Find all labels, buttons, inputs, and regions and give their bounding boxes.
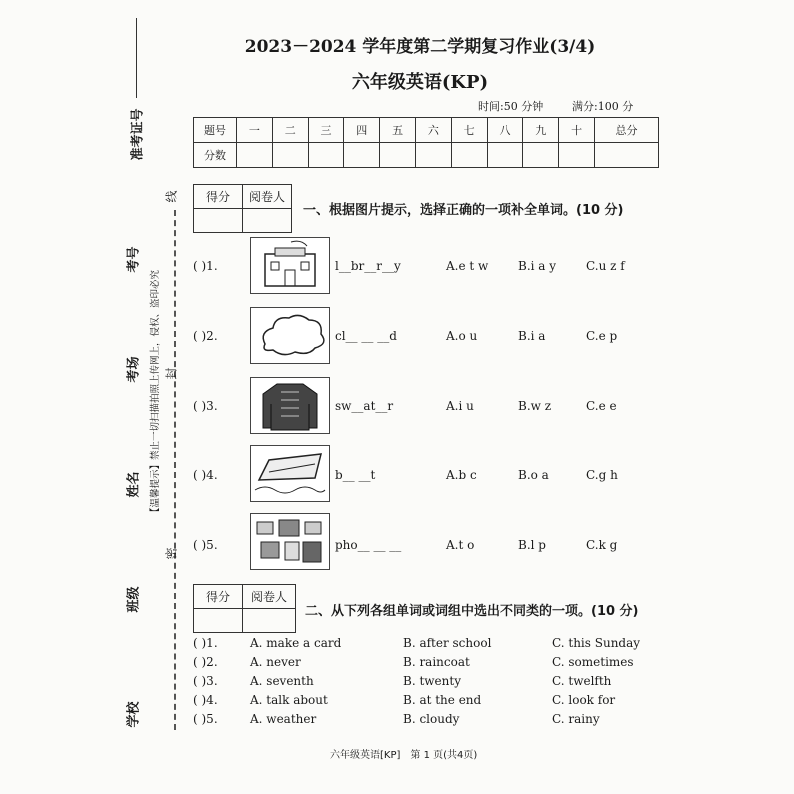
score-col: 三 [308, 118, 344, 143]
sweater-picture [250, 377, 330, 434]
s1-q2-option-b[interactable]: B.i a [518, 329, 546, 343]
s1-q3-option-a[interactable]: A.i u [446, 399, 474, 413]
s1-q5-option-c[interactable]: C.k g [586, 538, 618, 552]
s1-q4-option-a[interactable]: A.b c [446, 468, 477, 482]
score-cell[interactable] [237, 143, 273, 168]
seat-number-label: 考号 [126, 246, 142, 273]
s1-q3-num: ( )3. [193, 399, 218, 413]
grader-score-cell[interactable] [194, 609, 243, 633]
s1-q1-option-b[interactable]: B.i a y [518, 259, 557, 273]
score-col: 总分 [594, 118, 658, 143]
s2-q2-option-a[interactable]: A. never [250, 655, 301, 669]
class-label: 班级 [126, 586, 142, 613]
s2-q1-num: ( )1. [193, 636, 218, 650]
photos-picture [250, 513, 330, 570]
grader-box-2 [193, 584, 296, 633]
s1-q5-option-a[interactable]: A.t o [446, 538, 475, 552]
s2-q3-option-a[interactable]: A. seventh [250, 674, 314, 688]
s2-q3-option-b[interactable]: B. twenty [403, 674, 461, 688]
binding-dashed-line [174, 210, 176, 730]
score-col: 八 [487, 118, 523, 143]
score-col: 六 [415, 118, 451, 143]
grader-reviewer-cell[interactable] [243, 209, 292, 233]
copyright-notice: 【温馨提示】禁止一切扫描拍照上传网上，侵权、盗印必究 [150, 269, 161, 517]
s2-q1-option-b[interactable]: B. after school [403, 636, 492, 650]
score-table-row2-label: 分数 [194, 143, 237, 168]
s1-q3-option-c[interactable]: C.e e [586, 399, 617, 413]
s2-q3-option-c[interactable]: C. twelfth [552, 674, 612, 688]
s1-q2-option-c[interactable]: C.e p [586, 329, 618, 343]
s1-q2-num: ( )2. [193, 329, 218, 343]
s2-q4-option-a[interactable]: A. talk about [250, 693, 328, 707]
grader-reviewer-cell[interactable] [243, 609, 296, 633]
s2-q2-option-b[interactable]: B. raincoat [403, 655, 470, 669]
score-col: 十 [559, 118, 595, 143]
grader-box-1 [193, 184, 292, 233]
score-col: 五 [380, 118, 416, 143]
s1-q1-stem: l__br__r__y [335, 259, 401, 273]
score-col: 七 [451, 118, 487, 143]
page-footer: 六年级英语[KP] 第 1 页(共4页) [330, 750, 478, 761]
grader-score-label: 得分 [194, 185, 243, 209]
exam-number-label: 准考证号 [130, 108, 146, 161]
s1-q4-option-b[interactable]: B.o a [518, 468, 549, 482]
s2-q4-num: ( )4. [193, 693, 218, 707]
s2-q5-option-c[interactable]: C. rainy [552, 712, 600, 726]
score-cell[interactable] [594, 143, 658, 168]
name-label: 姓名 [126, 471, 142, 498]
s1-q4-num: ( )4. [193, 468, 218, 482]
cloud-picture [250, 307, 330, 364]
score-cell[interactable] [559, 143, 595, 168]
s1-q3-option-b[interactable]: B.w z [518, 399, 552, 413]
score-col: 九 [523, 118, 559, 143]
score-table [193, 117, 659, 168]
score-col: 一 [237, 118, 273, 143]
s1-q1-option-c[interactable]: C.u z f [586, 259, 625, 273]
score-table-row1-label: 题号 [194, 118, 237, 143]
s1-q1-num: ( )1. [193, 259, 218, 273]
s1-q2-option-a[interactable]: A.o u [446, 329, 478, 343]
grader-score-label: 得分 [194, 585, 243, 609]
s2-q1-option-c[interactable]: C. this Sunday [552, 636, 641, 650]
room-label: 考场 [126, 356, 142, 383]
s1-q5-num: ( )5. [193, 538, 218, 552]
grader-score-cell[interactable] [194, 209, 243, 233]
score-cell[interactable] [344, 143, 380, 168]
section2-title: 二、从下列各组单词或词组中选出不同类的一项。(10 分) [305, 604, 639, 619]
score-cell[interactable] [487, 143, 523, 168]
s2-q4-option-b[interactable]: B. at the end [403, 693, 482, 707]
score-cell[interactable] [308, 143, 344, 168]
school-label: 学校 [126, 701, 142, 728]
s2-q4-option-c[interactable]: C. look for [552, 693, 616, 707]
library-picture [250, 237, 330, 294]
grader-reviewer-label: 阅卷人 [243, 585, 296, 609]
s1-q3-stem: sw__at__r [335, 399, 394, 413]
score-cell[interactable] [451, 143, 487, 168]
dense-mark: 密 [164, 547, 179, 560]
section1-title: 一、根据图片提示，选择正确的一项补全单词。(10 分) [303, 203, 624, 218]
s2-q1-option-a[interactable]: A. make a card [250, 636, 342, 650]
s1-q5-option-b[interactable]: B.l p [518, 538, 546, 552]
s1-q4-stem: b__ __t [335, 468, 376, 482]
s1-q2-stem: cl__ __ __d [335, 329, 397, 343]
s2-q3-num: ( )3. [193, 674, 218, 688]
time-limit: 时间:50 分钟 [478, 100, 544, 113]
score-cell[interactable] [380, 143, 416, 168]
score-col: 二 [272, 118, 308, 143]
s2-q2-option-c[interactable]: C. sometimes [552, 655, 634, 669]
exam-number-line [136, 18, 137, 98]
full-score: 满分:100 分 [572, 100, 634, 113]
score-cell[interactable] [415, 143, 451, 168]
seal-mark: 封 [164, 367, 179, 380]
boat-picture [250, 445, 330, 502]
line-mark: 线 [164, 190, 179, 203]
s2-q5-option-a[interactable]: A. weather [250, 712, 317, 726]
s1-q5-stem: pho__ __ __ [335, 538, 402, 552]
s2-q5-option-b[interactable]: B. cloudy [403, 712, 460, 726]
s2-q5-num: ( )5. [193, 712, 218, 726]
score-cell[interactable] [272, 143, 308, 168]
s1-q1-option-a[interactable]: A.e t w [446, 259, 489, 273]
score-col: 四 [344, 118, 380, 143]
score-cell[interactable] [523, 143, 559, 168]
page-title: 2023－2024 学年度第二学期复习作业(3/4) [244, 37, 596, 57]
s1-q4-option-c[interactable]: C.g h [586, 468, 618, 482]
page-subtitle: 六年级英语(KP) [351, 72, 489, 93]
s2-q2-num: ( )2. [193, 655, 218, 669]
grader-reviewer-label: 阅卷人 [243, 185, 292, 209]
